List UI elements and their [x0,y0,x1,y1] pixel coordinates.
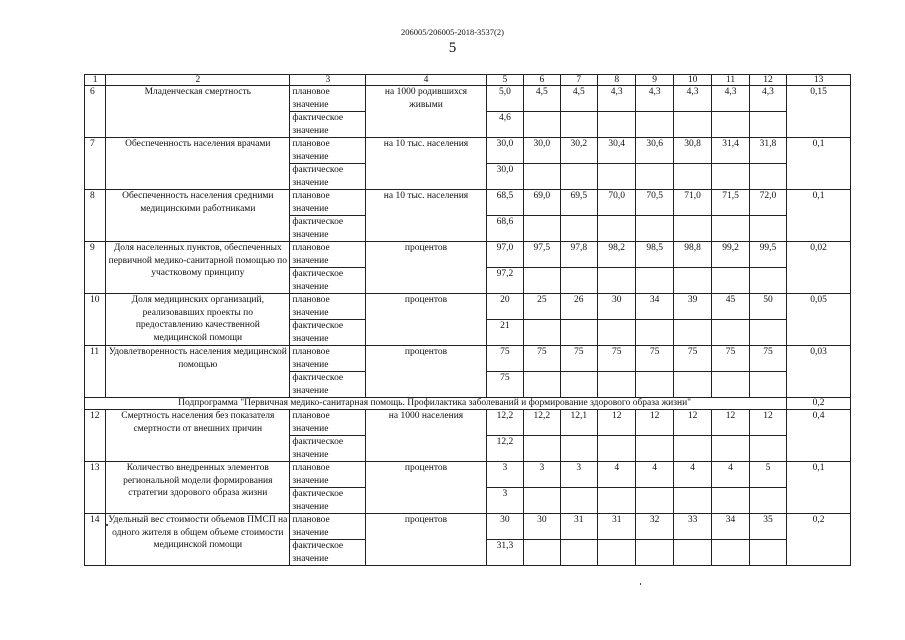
row-number: 10 [85,294,106,346]
fact-label: фактическое значение [290,372,366,398]
plan-value: 4,3 [597,86,635,112]
weight-value: 0,2 [787,514,851,566]
empty-cell [597,268,635,294]
empty-cell [712,268,749,294]
row-number: 7 [85,138,106,190]
empty-cell [712,436,749,462]
empty-cell [560,268,597,294]
empty-cell [560,372,597,398]
empty-cell [636,112,673,138]
plan-label: плановое значение [290,294,366,320]
empty-cell [673,488,711,514]
empty-cell [597,436,635,462]
plan-value: 35 [749,514,786,540]
plan-value: 12 [749,410,786,436]
plan-value: 3 [560,462,597,488]
empty-cell [673,112,711,138]
plan-value: 70,5 [636,190,673,216]
empty-cell [749,436,786,462]
plan-value: 31,4 [712,138,749,164]
plan-value: 30,0 [486,138,523,164]
column-number: 6 [524,75,560,86]
empty-cell [749,164,786,190]
plan-value: 31 [597,514,635,540]
empty-cell [560,436,597,462]
row-number: 8 [85,190,106,242]
plan-label: плановое значение [290,190,366,216]
empty-cell [673,372,711,398]
fact-value: 75 [486,372,523,398]
plan-value: 50 [749,294,786,320]
plan-value: 3 [524,462,560,488]
plan-value: 99,2 [712,242,749,268]
unit: на 10 тыс. населения [366,138,486,190]
table-row [85,514,851,540]
table-row [85,190,851,216]
table-row [85,462,851,488]
empty-cell [560,164,597,190]
unit: на 1000 населения [366,410,486,462]
fact-value: 3 [486,488,523,514]
empty-cell [749,268,786,294]
empty-cell [712,320,749,346]
empty-cell [597,112,635,138]
weight-value: 0,1 [787,190,851,242]
plan-label: плановое значение [290,138,366,164]
empty-cell [636,540,673,566]
indicator-name: Количество внедренных элементов региональной модели формирования стратегии здорового образа жизни [106,462,290,514]
empty-cell [560,112,597,138]
plan-value: 45 [712,294,749,320]
table-row [85,86,851,112]
document-code: 206005/206005-2018-3537(2) [401,27,504,37]
scan-speck [106,524,108,526]
subprogram-weight: 0,2 [787,398,851,410]
empty-cell [524,164,560,190]
plan-value: 4 [597,462,635,488]
plan-value: 3 [486,462,523,488]
indicator-name: Удельный вес стоимости объемов ПМСП на одного жителя в общем объеме стоимости медицинской помощи [106,514,290,566]
empty-cell [636,268,673,294]
plan-value: 12 [673,410,711,436]
empty-cell [749,216,786,242]
empty-cell [524,268,560,294]
plan-value: 69,5 [560,190,597,216]
empty-cell [636,216,673,242]
plan-value: 4 [712,462,749,488]
empty-cell [712,164,749,190]
indicator-name: Смертность населения без показателя смертности от внешних причин [106,410,290,462]
empty-cell [597,488,635,514]
column-number: 13 [787,75,851,86]
plan-value: 75 [673,346,711,372]
plan-value: 20 [486,294,523,320]
row-number: 11 [85,346,106,398]
empty-cell [524,488,560,514]
indicator-name: Удовлетворенность населения медицинской помощью [106,346,290,398]
fact-value: 31,3 [486,540,523,566]
plan-label: плановое значение [290,514,366,540]
fact-label: фактическое значение [290,540,366,566]
plan-value: 99,5 [749,242,786,268]
empty-cell [673,216,711,242]
plan-label: плановое значение [290,462,366,488]
plan-value: 4 [636,462,673,488]
plan-value: 12,2 [524,410,560,436]
weight-value: 0,02 [787,242,851,294]
empty-cell [560,320,597,346]
empty-cell [749,320,786,346]
empty-cell [712,216,749,242]
empty-cell [524,216,560,242]
fact-label: фактическое значение [290,488,366,514]
plan-value: 30 [524,514,560,540]
indicators-table [84,74,851,566]
table-row [85,138,851,164]
plan-value: 4,5 [524,86,560,112]
unit: на 10 тыс. населения [366,190,486,242]
plan-value: 4,3 [636,86,673,112]
empty-cell [673,164,711,190]
plan-value: 69,0 [524,190,560,216]
fact-label: фактическое значение [290,112,366,138]
plan-value: 12 [712,410,749,436]
plan-value: 75 [636,346,673,372]
unit: на 1000 родившихся живыми [366,86,486,138]
plan-value: 5 [749,462,786,488]
column-number: 3 [290,75,366,86]
empty-cell [524,320,560,346]
plan-value: 30,8 [673,138,711,164]
plan-value: 98,5 [636,242,673,268]
empty-cell [560,540,597,566]
fact-label: фактическое значение [290,268,366,294]
empty-cell [524,436,560,462]
weight-value: 0,15 [787,86,851,138]
plan-value: 30,6 [636,138,673,164]
plan-value: 30,2 [560,138,597,164]
weight-value: 0,03 [787,346,851,398]
fact-value: 68,6 [486,216,523,242]
column-number: 8 [597,75,635,86]
row-number: 6 [85,86,106,138]
plan-value: 34 [712,514,749,540]
empty-cell [597,216,635,242]
fact-value: 4,6 [486,112,523,138]
empty-cell [560,216,597,242]
plan-value: 25 [524,294,560,320]
empty-cell [673,320,711,346]
row-number: 12 [85,410,106,462]
column-number: 5 [486,75,523,86]
fact-value: 30,0 [486,164,523,190]
plan-label: плановое значение [290,410,366,436]
empty-cell [673,436,711,462]
plan-value: 34 [636,294,673,320]
weight-value: 0,1 [787,462,851,514]
empty-cell [597,540,635,566]
plan-value: 97,0 [486,242,523,268]
empty-cell [749,112,786,138]
plan-value: 12,2 [486,410,523,436]
indicator-name: Младенческая смертность [106,86,290,138]
indicator-name: Доля медицинских организаций, реализовавших проекты по предоставлению качественной медицинской помощи [106,294,290,346]
indicator-name: Обеспеченность населения врачами [106,138,290,190]
unit: процентов [366,294,486,346]
plan-value: 33 [673,514,711,540]
row-number: 13 [85,462,106,514]
plan-value: 4,3 [673,86,711,112]
fact-label: фактическое значение [290,216,366,242]
fact-label: фактическое значение [290,164,366,190]
plan-value: 12 [597,410,635,436]
plan-label: плановое значение [290,242,366,268]
scan-speck [640,583,641,585]
unit: процентов [366,346,486,398]
plan-value: 4,3 [712,86,749,112]
plan-value: 31 [560,514,597,540]
unit: процентов [366,462,486,514]
plan-value: 68,5 [486,190,523,216]
plan-value: 75 [524,346,560,372]
column-number: 10 [673,75,711,86]
plan-value: 75 [749,346,786,372]
plan-value: 30 [597,294,635,320]
column-number: 4 [366,75,486,86]
empty-cell [673,540,711,566]
empty-cell [560,488,597,514]
plan-value: 39 [673,294,711,320]
weight-value: 0,1 [787,138,851,190]
plan-value: 30 [486,514,523,540]
empty-cell [749,488,786,514]
indicator-name: Доля населенных пунктов, обеспеченных первичной медико-санитарной помощью по участковому принципу [106,242,290,294]
column-number-row [85,75,851,86]
plan-value: 5,0 [486,86,523,112]
plan-value: 72,0 [749,190,786,216]
row-number: 9 [85,242,106,294]
empty-cell [636,436,673,462]
plan-value: 71,0 [673,190,711,216]
column-number: 1 [85,75,106,86]
plan-value: 75 [486,346,523,372]
indicator-name: Обеспеченность населения средними медицинскими работниками [106,190,290,242]
plan-value: 75 [560,346,597,372]
plan-value: 97,8 [560,242,597,268]
row-number: 14 [85,514,106,566]
fact-value: 97,2 [486,268,523,294]
unit: процентов [366,514,486,566]
plan-label: плановое значение [290,346,366,372]
plan-value: 75 [712,346,749,372]
empty-cell [524,112,560,138]
weight-value: 0,05 [787,294,851,346]
plan-value: 32 [636,514,673,540]
column-number: 7 [560,75,597,86]
plan-value: 4,5 [560,86,597,112]
table-row [85,242,851,268]
fact-label: фактическое значение [290,436,366,462]
empty-cell [524,540,560,566]
plan-value: 98,8 [673,242,711,268]
fact-value: 12,2 [486,436,523,462]
subprogram-title: Подпрограмма "Первичная медико-санитарная помощь. Профилактика заболеваний и формирование здорового образа жизни" [85,398,787,410]
plan-value: 71,5 [712,190,749,216]
empty-cell [749,540,786,566]
column-number: 12 [749,75,786,86]
plan-value: 12,1 [560,410,597,436]
column-number: 11 [712,75,749,86]
empty-cell [636,488,673,514]
empty-cell [597,372,635,398]
plan-value: 75 [597,346,635,372]
weight-value: 0,4 [787,410,851,462]
plan-value: 70,0 [597,190,635,216]
empty-cell [712,540,749,566]
column-number: 9 [636,75,673,86]
table-row [85,346,851,372]
empty-cell [636,164,673,190]
plan-value: 12 [636,410,673,436]
empty-cell [712,112,749,138]
page-number: 5 [448,40,457,56]
plan-value: 31,8 [749,138,786,164]
plan-value: 98,2 [597,242,635,268]
column-number: 2 [106,75,290,86]
plan-value: 4,3 [749,86,786,112]
plan-value: 30,4 [597,138,635,164]
empty-cell [597,164,635,190]
table-row [85,294,851,320]
plan-label: плановое значение [290,86,366,112]
empty-cell [597,320,635,346]
fact-label: фактическое значение [290,320,366,346]
fact-value: 21 [486,320,523,346]
table-row [85,410,851,436]
plan-value: 97,5 [524,242,560,268]
plan-value: 4 [673,462,711,488]
empty-cell [712,372,749,398]
empty-cell [636,372,673,398]
empty-cell [749,372,786,398]
empty-cell [636,320,673,346]
empty-cell [712,488,749,514]
subprogram-row [85,398,851,410]
empty-cell [524,372,560,398]
empty-cell [673,268,711,294]
plan-value: 30,0 [524,138,560,164]
unit: процентов [366,242,486,294]
plan-value: 26 [560,294,597,320]
